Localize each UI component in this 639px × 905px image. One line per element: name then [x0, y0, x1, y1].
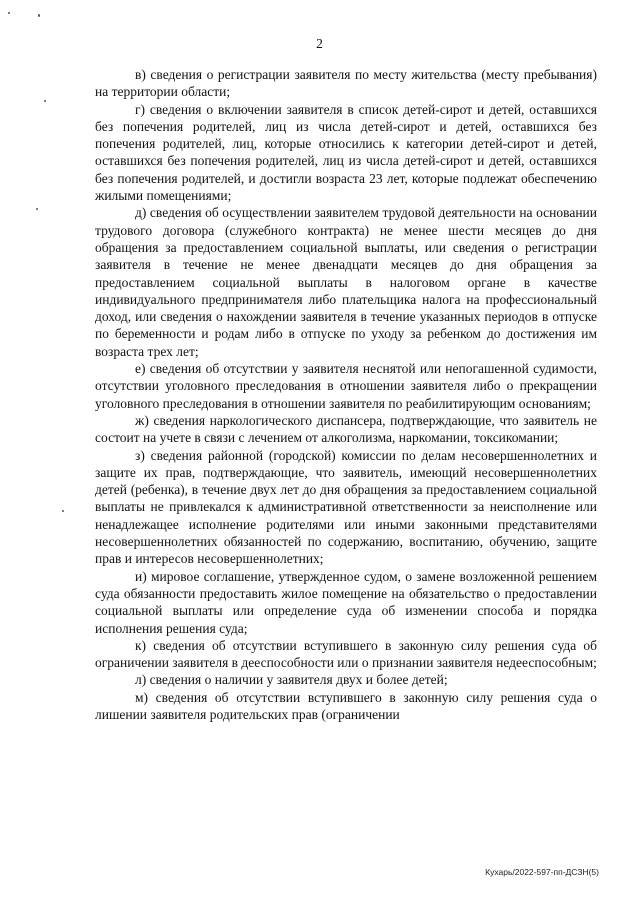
paragraph-l: л) сведения о наличии у заявителя двух и более детей;: [135, 672, 448, 688]
paragraph-m: м) сведения об отсутствии вступившего в законную силу решения суда о лишении заявителя родительских прав (ограничении: [95, 689, 597, 722]
paragraph-zh: ж) сведения наркологического диспансера, подтверждающие, что заявитель не состоит на учете в связи с лечением от алкоголизма, наркомании, токсикомании;: [95, 412, 597, 446]
paragraph-z: з) сведения районной (городской) комиссии по делам несовершеннолетних и защите их прав, подтверждающие, что заявитель, имеющий несовершеннолетних детей (ребенка), в течение двух лет до дня обращения за предоставлением социальной выплаты не привлекался к административной ответственности за неисполнение или ненадлежащее исполнение родителями или иными законными представителями несовершеннолетних обязанностей по содержанию, воспитанию, обучению, защите прав и интересов несовершеннолетних;: [95, 447, 597, 567]
scan-speck: [36, 208, 38, 210]
scan-speck: [44, 100, 46, 102]
document-reference: Кухарь/2022-597-пп-ДСЗН(5): [485, 867, 599, 877]
paragraph-e: е) сведения об отсутствии у заявителя неснятой или непогашенной судимости, отсутствии уголовного преследования в отношении заявителя либо о прекращении уголовного преследования в отношении заявителя по реабилитирующим основаниям;: [95, 361, 597, 411]
paragraph-k: к) сведения об отсутствии вступившего в законную силу решения суда об ограничении заявителя в дееспособности или о признании заявителя недееспособным;: [95, 637, 597, 671]
scan-speck: [62, 510, 64, 512]
paragraph-d: д) сведения об осуществлении заявителем трудовой деятельности на основании трудового договора (служебного контракта) не менее шести месяцев до дня обращения за предоставлением социальной выплаты, или сведения о регистрации заявителя в течение не менее двенадцати месяцев до дня обращения за предоставлением социальной выплаты в налоговом органе в качестве индивидуального предпринимателя либо плательщика налога на профессиональный доход, или сведения о нахождении заявителя в течение указанных периодов в отпуске по беременности и родам либо в отпуске по уходу за ребенком до достижения им возраста трех лет;: [95, 205, 597, 359]
paragraph-i: и) мировое соглашение, утвержденное судом, о замене возложенной решением суда обязанности предоставить жилое помещение на обязательство о предоставлении социальной выплаты или определение суда об изменении способа и порядка исполнения решения суда;: [95, 568, 597, 636]
document-body: [95, 66, 597, 723]
paragraph-v: в) сведения о регистрации заявителя по месту жительства (месту пребывания) на территории области;: [95, 67, 597, 100]
page-number: 2: [316, 36, 323, 51]
paragraph-g: г) сведения о включении заявителя в список детей-сирот и детей, оставшихся без попечения родителей, лиц из числа детей-сирот и детей, оставшихся без попечения родителей, лиц, которые относились к категории детей-сирот и детей, оставшихся без попечения родителей, лиц из числа детей-сирот и детей, оставшихся без попечения родителей, и достигли возраста 23 лет, которые подлежат обеспечению жилыми помещениями;: [95, 101, 597, 204]
scan-speck: [8, 12, 10, 14]
scan-speck: [38, 14, 40, 17]
